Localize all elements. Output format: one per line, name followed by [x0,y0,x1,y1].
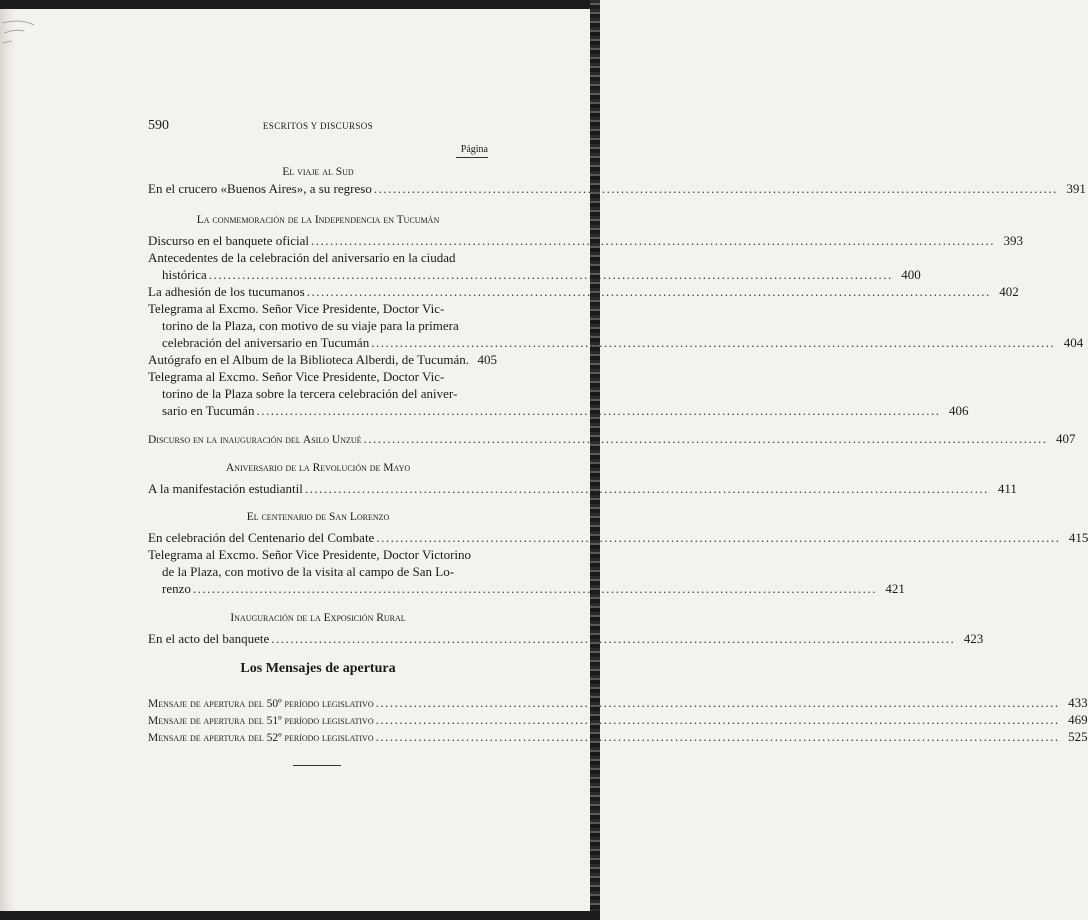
entry-line: torino de la Plaza sobre la tercera celebración del aniver- [162,386,458,401]
section-heading: La conmemoración de la Independencia en Tucumán [196,214,440,226]
end-rule [293,765,341,766]
toc-entry [148,711,1088,728]
entry-title: sario en Tucumán [162,403,255,418]
toc-entry [148,283,1019,300]
toc-entry [148,180,1086,197]
entry-title: Mensaje de apertura del 52º período legislativo [148,732,374,744]
entry-title: Discurso en la inauguración del Asilo Unzué [148,434,362,446]
toc-entry [148,430,1076,447]
entry-line: de la Plaza, con motivo de la visita al campo de San Lo- [162,564,455,579]
toc-entry [162,334,1084,351]
entry-title: renzo [162,581,191,596]
entry-page: 411 [997,481,1017,496]
toc-entry [148,232,1023,249]
entry-title: Discurso en el banquete oficial [148,233,309,248]
entry-page: 525 [1068,729,1088,744]
entry-title: En celebración del Centenario del Combate [148,530,375,545]
entry-title: histórica [162,267,207,282]
entry-page: 405 [477,352,497,367]
entry-title: La adhesión de los tucumanos [148,284,305,299]
toc-entry [162,580,905,597]
entry-page: 391 [1066,181,1086,196]
pagina-rule [456,157,488,158]
torn-corner-mark [0,9,50,59]
scan-top-border [0,0,600,9]
toc-entry [162,402,969,419]
entry-page: 404 [1063,335,1084,350]
entry-page: 421 [885,581,905,596]
entry-page: 393 [1003,233,1023,248]
entry-line: Telegrama al Excmo. Señor Vice Presidente, Doctor Vic- [148,301,445,316]
entry-page: 406 [948,403,969,418]
scan-left-edge [0,9,16,911]
section-heading: El centenario de San Lorenzo [246,511,390,523]
toc-entry [162,266,921,283]
page-number: 590 [148,118,169,133]
entry-title: A la manifestación estudiantil [148,481,303,496]
entry-title: celebración del aniversario en Tucumán [162,335,370,350]
entry-title: En el acto del banquete [148,631,270,646]
entry-page: 415 [1068,530,1088,545]
toc-entry [148,351,497,368]
entry-title: Autógrafo en el Album de la Biblioteca Alberdi, de Tucumán. [148,352,469,367]
running-header [148,118,488,136]
entry-page: 407 [1056,431,1076,446]
entry-title: Mensaje de apertura del 50º período legislativo [148,698,374,710]
entry-page: 423 [963,631,984,646]
section-heading: Inauguración de la Exposición Rural [230,612,406,624]
entry-line: Telegrama al Excmo. Señor Vice Presidente, Doctor Vic- [148,369,445,384]
scan-bottom-border [0,911,600,920]
entry-page: 400 [901,267,921,282]
running-title: ESCRITOS Y DISCURSOS [262,121,374,131]
part-title: Los Mensajes de apertura [240,661,396,676]
pagina-label: Página [460,144,488,155]
scan-right-edge [590,0,600,920]
entry-page: 469 [1068,712,1088,727]
entry-title: Mensaje de apertura del 51º período legislativo [148,715,374,727]
entry-line: Telegrama al Excmo. Señor Vice Presidente, Doctor Victorino [148,547,472,562]
toc-entry [148,529,1088,546]
section-heading: Aniversario de la Revolución de Mayo [225,462,411,474]
toc-entry [148,694,1088,711]
toc-entry [148,728,1088,745]
toc-entry [148,630,984,647]
entry-title: En el crucero «Buenos Aires», a su regreso [148,181,372,196]
entry-line: torino de la Plaza, con motivo de su viaje para la primera [162,318,459,333]
entry-page: 402 [999,284,1019,299]
entry-line: Antecedentes de la celebración del aniversario en la ciudad [148,250,456,265]
toc-entry [148,480,1017,497]
entry-page: 433 [1068,695,1088,710]
section-heading: El viaje al Sud [282,166,354,178]
